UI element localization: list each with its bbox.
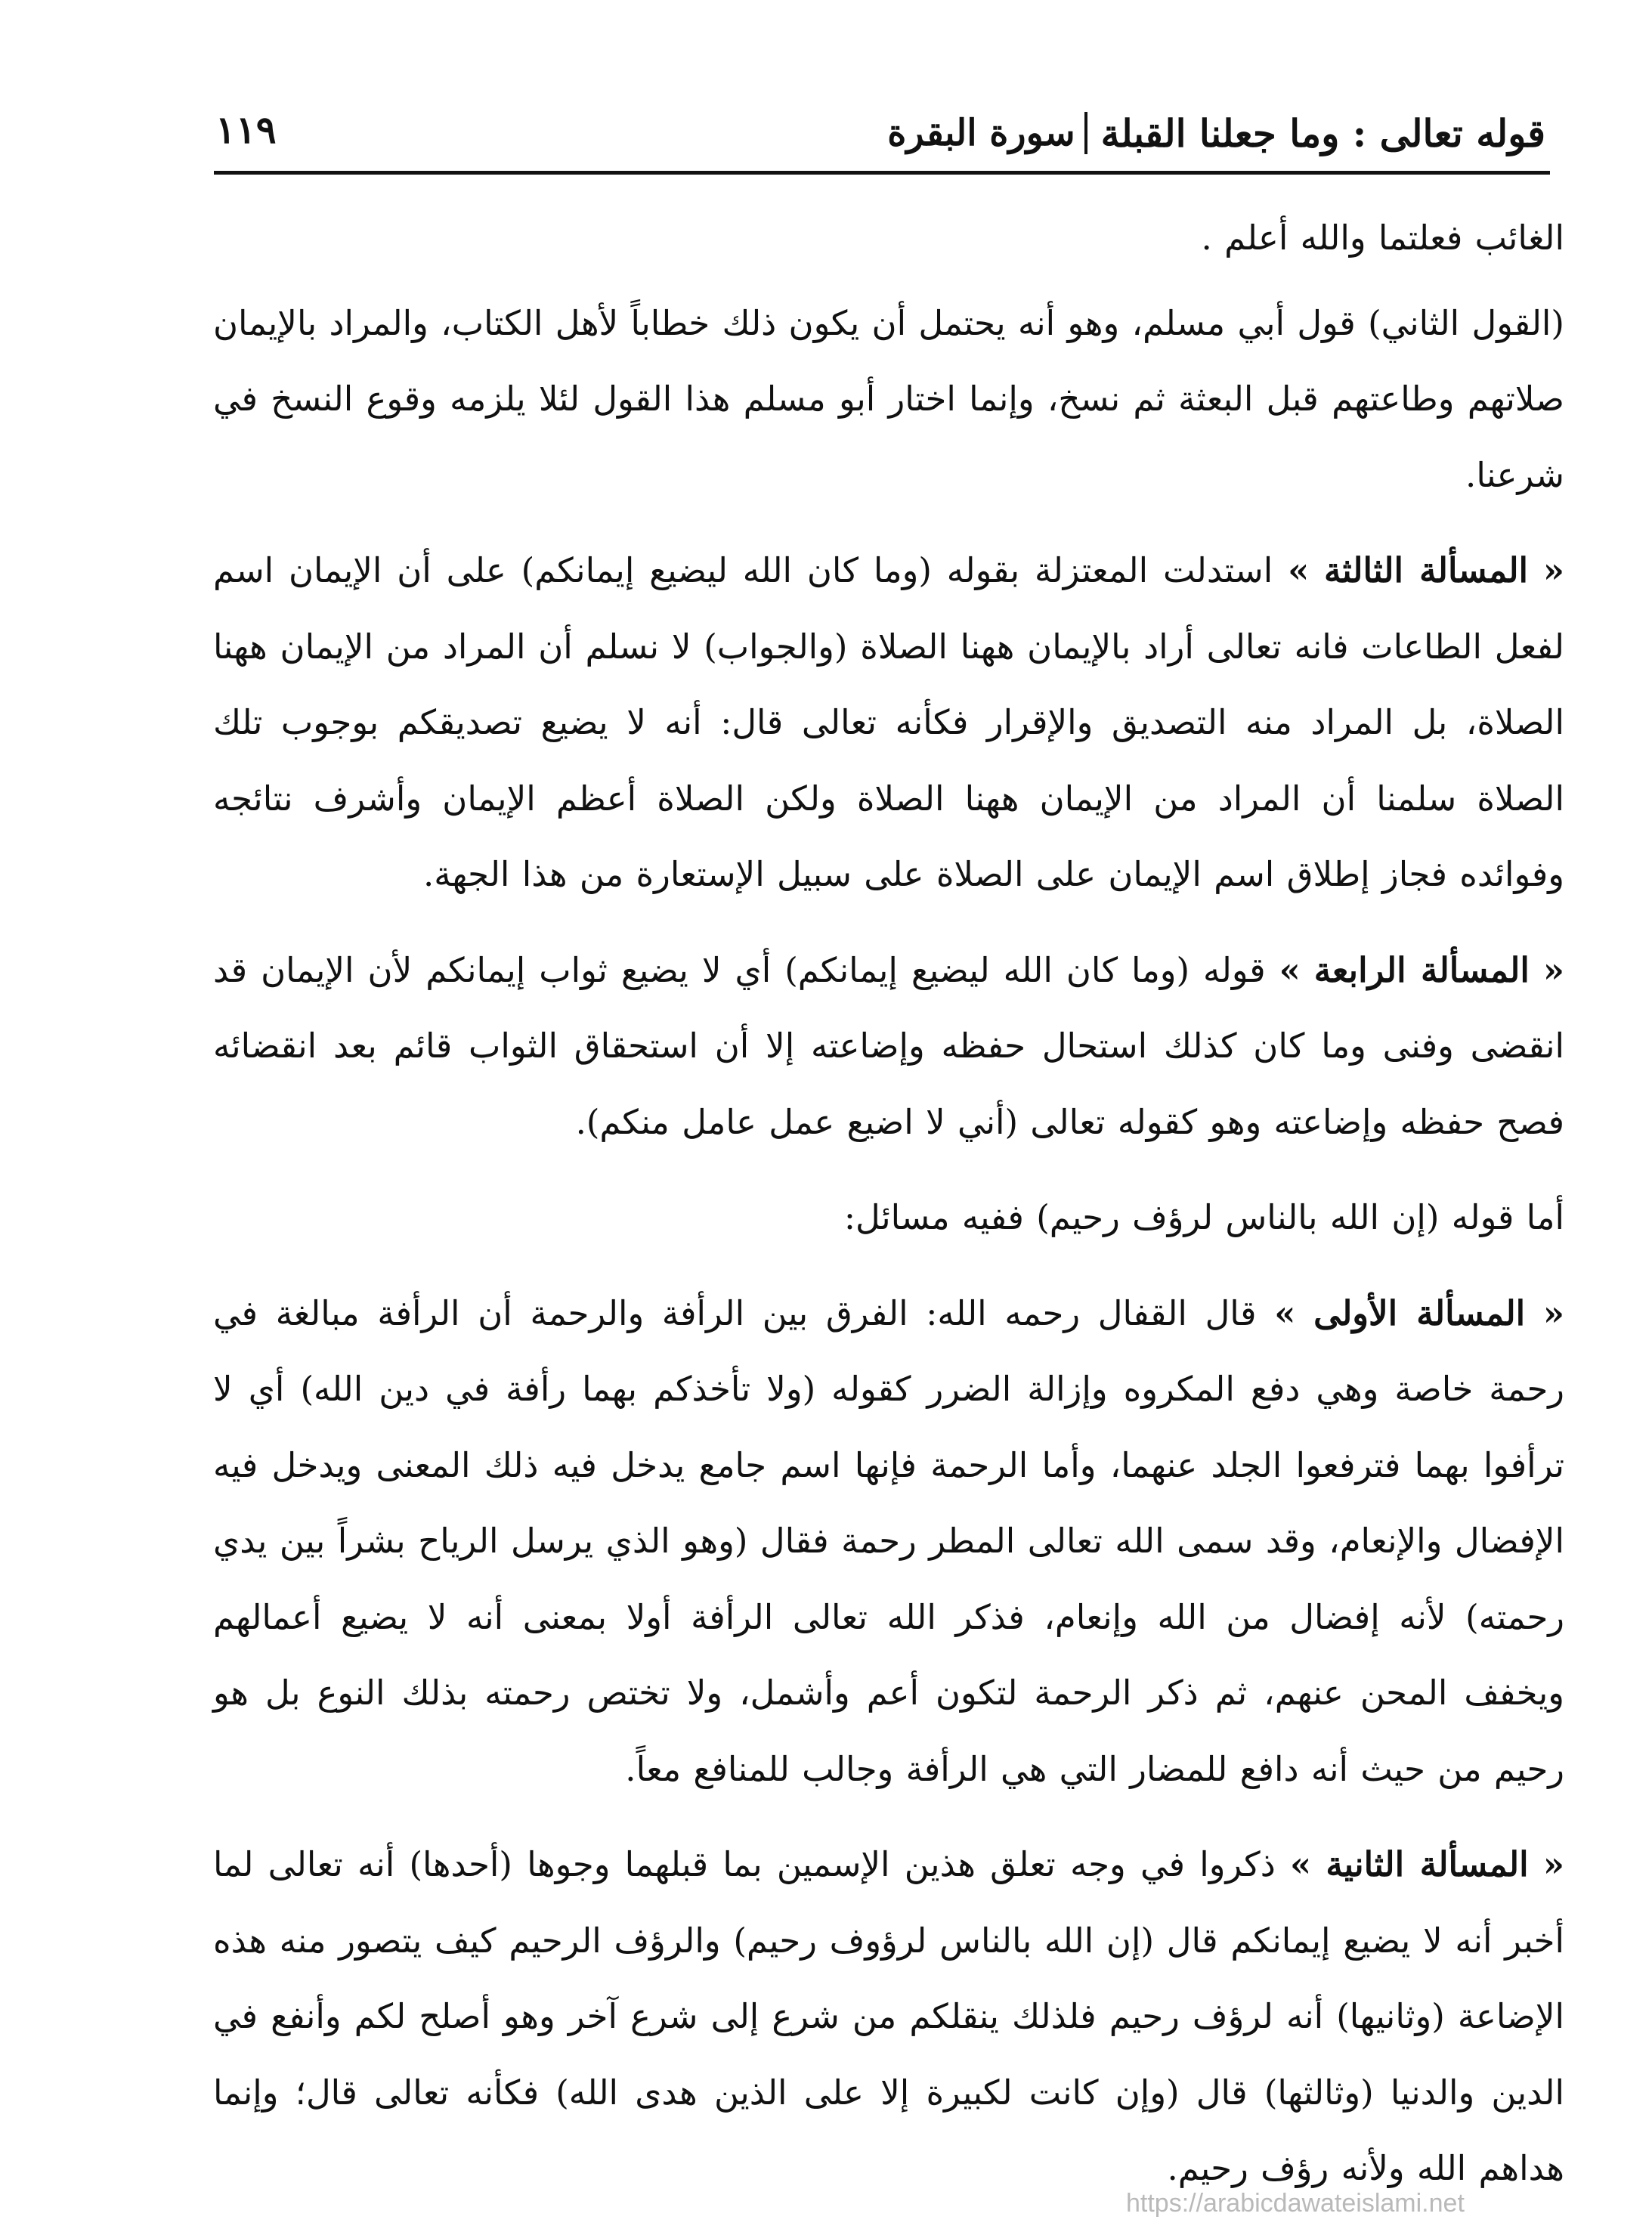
ornament-open: « (1542, 550, 1565, 590)
paragraph-continuation (213, 200, 1564, 277)
issue-heading: المسألة الثانية (1326, 1844, 1529, 1884)
ornament-close: » (1290, 1844, 1312, 1884)
paragraph-text: قال القفال رحمه الله: الفرق بين الرأفة والرحمة أن الرأفة مبالغة في رحمة خاصة وهي دفع المكروه وإزالة الضرر كقوله (ولا تأخذكم بهما رأفة في دين الله) أي لا ترأفوا بهما فترفعوا الجلد عنهما، وأما الرحمة فإنها اسم جامع يدخل فيه ذلك المعنى ويدخل فيه الإفضال والإنعام، وقد سمى الله تعالى المطر رحمة فقال (وهو الذي يرسل الرياح بشراً بين يدي رحمته) لأنه إفضال من الله وإنعام، فذكر الله تعالى الرأفة أولا بمعنى أنه لا يضيع أعمالهم ويخفف المحن عنهم، ثم ذكر الرحمة لتكون أعم وأشمل، ولا تختص رحمته بذلك النوع بل هو رحيم من حيث أنه دافع للمضار التي هي الرأفة وجالب للمنافع معاً. (213, 1292, 1564, 1789)
paragraph-second-opinion (213, 286, 1564, 514)
ornament-close: » (1288, 550, 1310, 590)
paragraph-text: الغائب فعلتما والله أعلم . (1201, 218, 1564, 258)
running-header (215, 97, 1545, 169)
issue-heading: المسألة الأولى (1313, 1292, 1526, 1333)
ornament-open: « (1542, 1292, 1564, 1333)
paragraph-text: قوله (وما كان الله ليضيع إيمانكم) أي لا يضيع ثواب إيمانكم لأن الإيمان قد انقضى وفنى وما كان كذلك استحال حفظه وإضاعته إلا أن استحقاق الثواب قائم بعد انقضائه فصح حفظه وإضاعته وهو كقوله تعالى (أني لا اضيع عمل عامل منكم). (213, 949, 1564, 1142)
watermark-url: https://arabicdawateislami.net (1126, 2189, 1465, 2218)
issue-heading: المسألة الرابعة (1313, 949, 1530, 990)
ornament-close: » (1279, 949, 1301, 990)
surah-name: سورة البقرة (887, 112, 1087, 154)
header-title: قوله تعالى : وما جعلنا القبلة (1100, 110, 1545, 156)
issue-three (213, 533, 1564, 913)
ornament-open: « (1542, 1844, 1565, 1884)
issue-one (213, 1276, 1564, 1808)
paragraph-text: ذكروا في وجه تعلق هذين الإسمين بما قبلهما وجوها (أحدها) أنه تعالى لما أخبر أنه لا يضيع إيمانكم قال (إن الله بالناس لرؤوف رحيم) والرؤف الرحيم كيف يتصور منه هذه الإضاعة (وثانيها) أنه لرؤف رحيم فلذلك ينقلكم من شرع إلى شرع آخر وهو أصلح لكم وأنفع في الدين والدنيا (وثالثها) قال (وإن كانت لكبيرة إلا على الذين هدى الله) فكأنه تعالى قال؛ وإنما هداهم الله ولأنه رؤف رحيم. (213, 1844, 1564, 2188)
paragraph-text: (القول الثاني) قول أبي مسلم، وهو أنه يحتمل أن يكون ذلك خطاباً لأهل الكتاب، والمراد بالإيمان صلاتهم وطاعتهم قبل البعثة ثم نسخ، وإنما اختار أبو مسلم هذا القول لئلا يلزمه وقوع النسخ في شرعنا. (213, 302, 1564, 495)
page-body (213, 200, 1564, 2207)
issue-four (213, 933, 1564, 1161)
header-rule (214, 171, 1550, 175)
paragraph-text: استدلت المعتزلة بقوله (وما كان الله ليضيع إيمانكم) على أن الإيمان اسم لفعل الطاعات فانه تعالى أراد بالإيمان ههنا الصلاة (والجواب) لا نسلم أن المراد من الإيمان ههنا الصلاة، بل المراد منه التصديق والإقرار فكأنه تعالى قال: أنه لا يضيع تصديقكم بوجوب تلك الصلاة سلمنا أن المراد من الإيمان ههنا الصلاة ولكن الصلاة أعظم الإيمان وأشرف نتائجه وفوائده فجاز إطلاق اسم الإيمان على الصلاة على سبيل الإستعارة من هذا الجهة. (213, 550, 1564, 894)
issue-heading: المسألة الثالثة (1324, 550, 1529, 590)
ornament-open: « (1542, 949, 1564, 990)
paragraph-text: أما قوله (إن الله بالناس لرؤف رحيم) ففيه مسائل: (843, 1197, 1564, 1237)
page-number: ١١٩ (215, 107, 277, 152)
issue-two (213, 1827, 1564, 2207)
paragraph-verse-intro (213, 1180, 1564, 1256)
ornament-close: » (1274, 1292, 1296, 1333)
